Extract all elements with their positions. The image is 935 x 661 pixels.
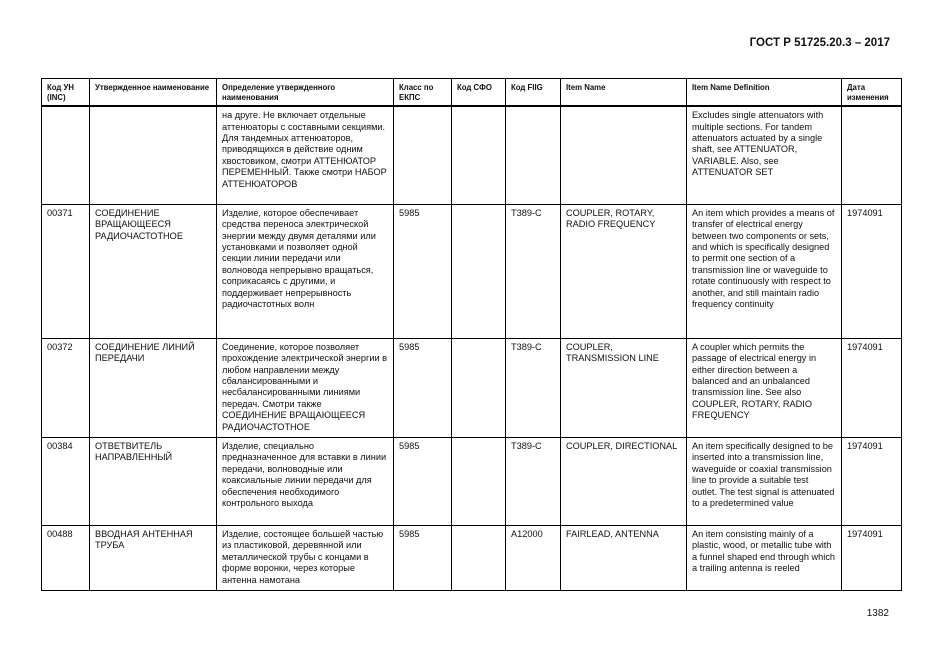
cell-date: 1974091 (842, 525, 902, 590)
cell-sfo (452, 106, 506, 204)
cell-item-name: FAIRLEAD, ANTENNA (561, 525, 687, 590)
cell-name-ru: ВВОДНАЯ АНТЕННАЯ ТРУБА (90, 525, 217, 590)
column-header-inc: Код УН (INC) (42, 79, 90, 107)
cell-item-name: COUPLER, DIRECTIONAL (561, 437, 687, 525)
cell-sfo (452, 437, 506, 525)
cell-class: 5985 (394, 204, 452, 338)
cell-fiig (506, 106, 561, 204)
column-header-sfo: Код СФО (452, 79, 506, 107)
cell-definition-en: Excludes single attenuators with multiple sections. For tandem attenuators actuated by a single shaft, see ATTENUATOR, VARIABLE. Also, see ATTENUATOR SET (687, 106, 842, 204)
cell-definition-en: A coupler which permits the passage of electrical energy in either direction between a balanced and an unbalanced transmission line. See also COUPLER, ROTARY, RADIO FREQUENCY (687, 338, 842, 437)
cell-item-name: COUPLER, TRANSMISSION LINE (561, 338, 687, 437)
table-row (42, 525, 902, 590)
table-row (42, 437, 902, 525)
cell-definition-en: An item specifically designed to be inserted into a transmission line, waveguide or coaxial transmission line to provide a suitable test outlet. The test signal is attenuated to a predetermined value (687, 437, 842, 525)
cell-date (842, 106, 902, 204)
cell-class: 5985 (394, 525, 452, 590)
cell-definition-ru: Соединение, которое позволяет прохождение электрической энергии в любом направлении между сбалансированными и несбалансированными линиями передач. Смотри также СОЕДИНЕНИЕ ВРАЩАЮЩЕЕСЯ РАДИОЧАСТОТНОЕ (217, 338, 394, 437)
page-number: 1382 (866, 608, 889, 619)
cell-definition-en: An item which provides a means of transfer of electrical energy between two components or sets, and which is specifically designed to permit one section of a transmission line or waveguide to rotate continuously with respect to another, and still maintain radio frequency continuity (687, 204, 842, 338)
cell-name-ru: СОЕДИНЕНИЕ ВРАЩАЮЩЕЕСЯ РАДИОЧАСТОТНОЕ (90, 204, 217, 338)
cell-fiig: A12000 (506, 525, 561, 590)
cell-inc: 00384 (42, 437, 90, 525)
table-row (42, 106, 902, 204)
cell-definition-ru: Изделие, состоящее большей частью из пластиковой, деревянной или металлической трубы с концами в форме воронки, через которые антенна намотана (217, 525, 394, 590)
column-header-item-name: Item Name (561, 79, 687, 107)
cell-fiig: T389-C (506, 338, 561, 437)
cell-definition-ru: Изделие, специально предназначенное для вставки в линии передачи, волноводные или коаксиальные линии передачи для обеспечения необходимого контрольного выхода (217, 437, 394, 525)
cell-item-name: COUPLER, ROTARY, RADIO FREQUENCY (561, 204, 687, 338)
cell-sfo (452, 204, 506, 338)
cell-fiig: T389-C (506, 204, 561, 338)
cell-class: 5985 (394, 437, 452, 525)
column-header-definition-ru: Определение утвержденного наименования (217, 79, 394, 107)
cell-date: 1974091 (842, 437, 902, 525)
column-header-class: Класс по ЕКПС (394, 79, 452, 107)
cell-inc: 00372 (42, 338, 90, 437)
table-header-row (42, 79, 902, 107)
cell-class (394, 106, 452, 204)
cell-definition-ru: на друге. Не включает отдельные аттенюаторы с составными секциями. Для тандемных аттенюаторов, приводящихся в действие одним хвостовиком, смотри АТТЕНЮАТОР ПЕРЕМЕННЫЙ. Также смотри НАБОР АТТЕНЮАТОРОВ (217, 106, 394, 204)
column-header-definition-en: Item Name Definition (687, 79, 842, 107)
cell-inc: 00488 (42, 525, 90, 590)
cell-definition-en: An item consisting mainly of a plastic, wood, or metallic tube with a funnel shaped end through which a trailing antenna is reeled (687, 525, 842, 590)
cell-sfo (452, 338, 506, 437)
cell-definition-ru: Изделие, которое обеспечивает средства переноса электрической энергии между двумя деталями или установками и позволяет одной секции линии передачи или волновода непрерывно вращаться, соприкасаясь с другими, и поддерживает непрерывность радиочастотных волн (217, 204, 394, 338)
document-id: ГОСТ Р 51725.20.3 – 2017 (749, 37, 890, 49)
catalog-table (41, 78, 902, 591)
cell-inc (42, 106, 90, 204)
column-header-fiig: Код FIIG (506, 79, 561, 107)
column-header-date: Дата изменения (842, 79, 902, 107)
cell-name-ru: СОЕДИНЕНИЕ ЛИНИЙ ПЕРЕДАЧИ (90, 338, 217, 437)
column-header-name-ru: Утвержденное наименование (90, 79, 217, 107)
cell-sfo (452, 525, 506, 590)
cell-item-name (561, 106, 687, 204)
cell-class: 5985 (394, 338, 452, 437)
table-row (42, 204, 902, 338)
cell-date: 1974091 (842, 338, 902, 437)
cell-date: 1974091 (842, 204, 902, 338)
table-row (42, 338, 902, 437)
cell-inc: 00371 (42, 204, 90, 338)
cell-name-ru: ОТВЕТВИТЕЛЬ НАПРАВЛЕННЫЙ (90, 437, 217, 525)
cell-name-ru (90, 106, 217, 204)
cell-fiig: T389-C (506, 437, 561, 525)
